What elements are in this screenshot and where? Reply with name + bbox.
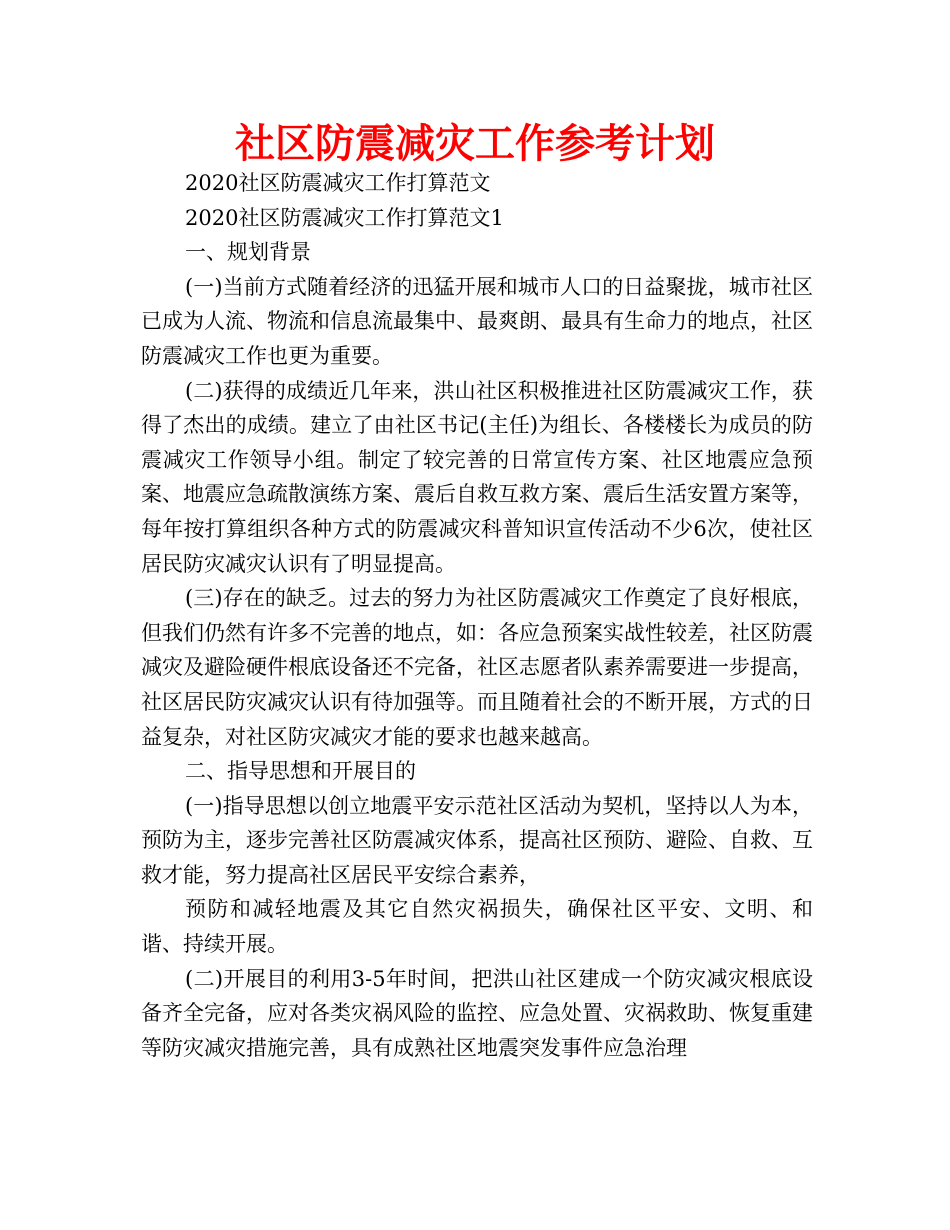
- paragraph-prevention: 预防和减轻地震及其它自然灾祸损失，确保社区平安、文明、和谐、持续开展。: [141, 897, 813, 957]
- paragraph-guiding-ideas: (一)指导思想以创立地震平安示范社区活动为契机，坚持以人为本，预防为主，逐步完善社区防震减灾体系，提高社区预防、避险、自救、互救才能，努力提高社区居民平安综合素养，: [141, 793, 813, 887]
- paragraph-achievements: (二)获得的成绩近几年来，洪山社区积极推进社区防震减灾工作，获得了杰出的成绩。建立了由社区书记(主任)为组长、各楼楼长为成员的防震减灾工作领导小组。制定了较完善的日常宣传方案、社区地震应急预案、地震应急疏散演练方案、震后自救互救方案、震后生活安置方案等，每年按打算组织各种方式的防震减灾科普知识宣传活动不少6次，使社区居民防灾减灾认识有了明显提高。: [141, 378, 813, 576]
- paragraph-current-situation: (一)当前方式随着经济的迅猛开展和城市人口的日益聚拢，城市社区已成为人流、物流和信息流最集中、最爽朗、最具有生命力的地点，社区防震减灾工作也更为重要。: [141, 274, 813, 368]
- paragraph-subtitle-numbered: 2020社区防震减灾工作打算范文1: [185, 205, 504, 230]
- paragraph-subtitle: 2020社区防震减灾工作打算范文: [185, 171, 491, 195]
- section-heading-background: 一、规划背景: [185, 240, 311, 265]
- paragraph-goals: (二)开展目的利用3-5年时间，把洪山社区建成一个防灾减灾根底设备齐全完备，应对各类灾祸风险的监控、应急处置、灾祸救助、恢复重建等防灾减灾措施完善，具有成熟社区地震突发事件应急治理: [141, 966, 813, 1060]
- paragraph-shortcomings: (三)存在的缺乏。过去的努力为社区防震减灾工作奠定了良好根底，但我们仍然有许多不完善的地点，如：各应急预案实战性较差，社区防震减灾及避险硬件根底设备还不完备，社区志愿者队素养需要进一步提高，社区居民防灾减灾认识有待加强等。而且随着社会的不断开展，方式的日益复杂，对社区防灾减灾才能的要求也越来越高。: [141, 586, 813, 749]
- document-body: [141, 166, 813, 1065]
- section-heading-guiding-ideas: 二、指导思想和开展目的: [185, 759, 416, 784]
- document-title: 社区防震减灾工作参考计划: [235, 120, 715, 167]
